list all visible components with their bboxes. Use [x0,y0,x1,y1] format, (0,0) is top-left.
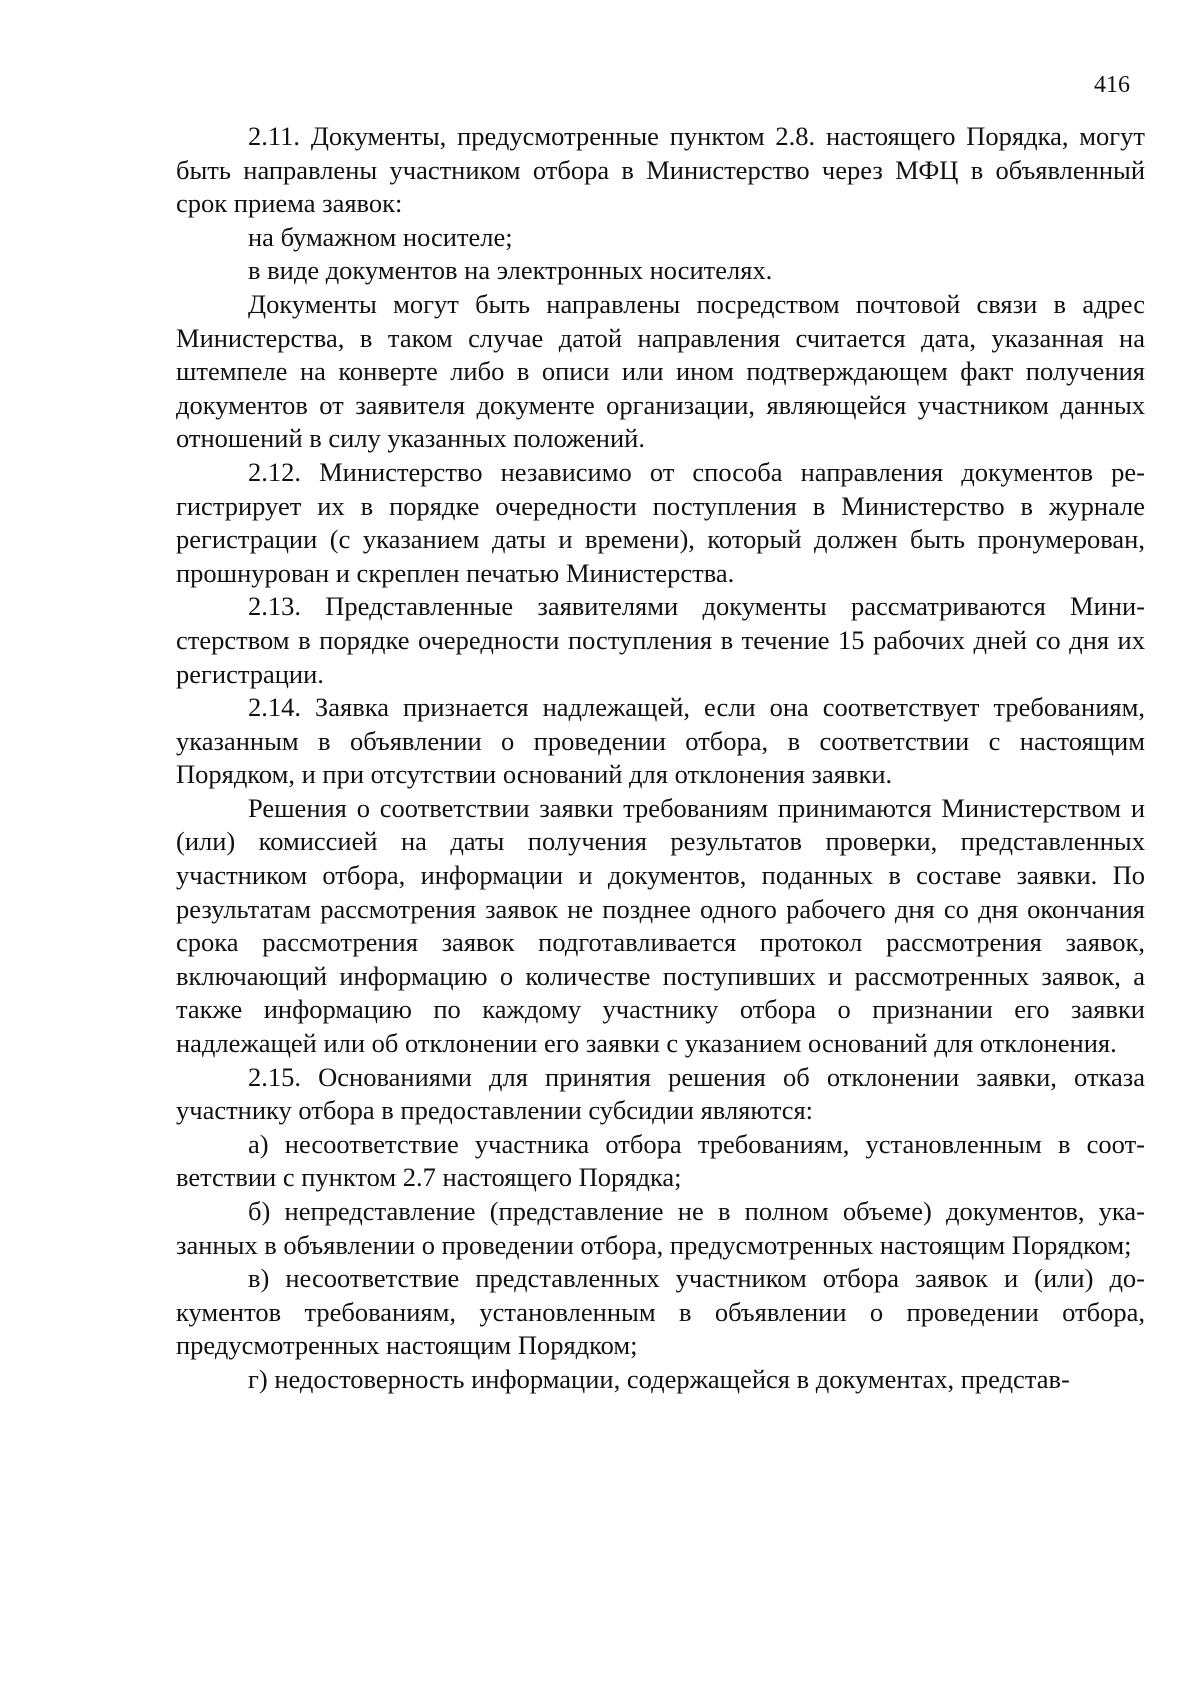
list-item-paper: на бумажном носителе; [248,221,513,252]
list-item-a: а) несоответствие участника отбора требованиям, установленным в соответствии с пунктом 2.7 настоящего Порядка; [176,1128,1145,1193]
list-item-b: б) непредставление (представление не в полном объеме) документов, указанных в объявлении о проведении отбора, предусмотренных настоящим Порядком; [176,1196,1145,1260]
list-item-electronic: в виде документов на электронных носителях. [248,255,773,286]
paragraph-2-11: 2.11. Документы, предусмотренные пунктом 2.8. настоящего Порядка, могут быть направлены участником отбора в Министерство через МФЦ в объявленный срок приема заявок: [176,121,1145,219]
page-number: 416 [1094,72,1130,98]
list-item-g: г) недостоверность информации, содержащейся в документах, представ- [248,1363,1070,1394]
document-body [176,120,1145,1397]
paragraph-2-15: 2.15. Основаниями для принятия решения об отклонении заявки, отказа участнику отбора в предоставлении субсидии являются: [176,1061,1145,1126]
paragraph-decisions: Решения о соответствии заявки требованиям принимаются Министерством и (или) комиссией на даты получения результатов проверки, представленных участником отбора, информации и документов, поданных в составе заявки. По результатам рассмотрения заявок не позднее одного рабочего дня со дня окончания срока рассмотрения заявок подготавливается протокол рассмотрения заявок, включающий информацию о количестве поступивших и рассмотренных заявок, а также информацию по каждому участнику отбора о признании его заявки надлежащей или об отклонении его заявки с указанием оснований для отклонения. [176,792,1145,1059]
list-item-v: в) несоответствие представленных участником отбора заявок и (или) документов требованиям, установленным в объявлении о проведении отбора, предусмотренных настоящим Порядком; [176,1263,1145,1361]
paragraph-2-12: 2.12. Министерство независимо от способа направления документов регистрирует их в порядке очередности поступления в Министерство в журнале регистрации (с указанием даты и времени), который должен быть пронумерован, прошнурован и скреплен печатью Министерства. [176,456,1145,588]
paragraph-2-13: 2.13. Представленные заявителями документы рассматриваются Министерством в порядке очередности поступления в течение 15 рабочих дней со дня их регистрации. [176,591,1145,689]
paragraph-postal: Документы могут быть направлены посредством почтовой связи в адрес Министерства, в таком случае датой направления считается дата, указанная на штемпеле на конверте либо в описи или ином подтверждающем факт получения документов от заявителя документе организации, являющейся участником данных отношений в силу указанных положений. [176,288,1145,454]
paragraph-2-14: 2.14. Заявка признается надлежащей, если она соответствует требованиям, указанным в объявлении о проведении отбора, в соответствии с настоящим Порядком, и при отсутствии оснований для отклонения заявки. [176,692,1145,790]
